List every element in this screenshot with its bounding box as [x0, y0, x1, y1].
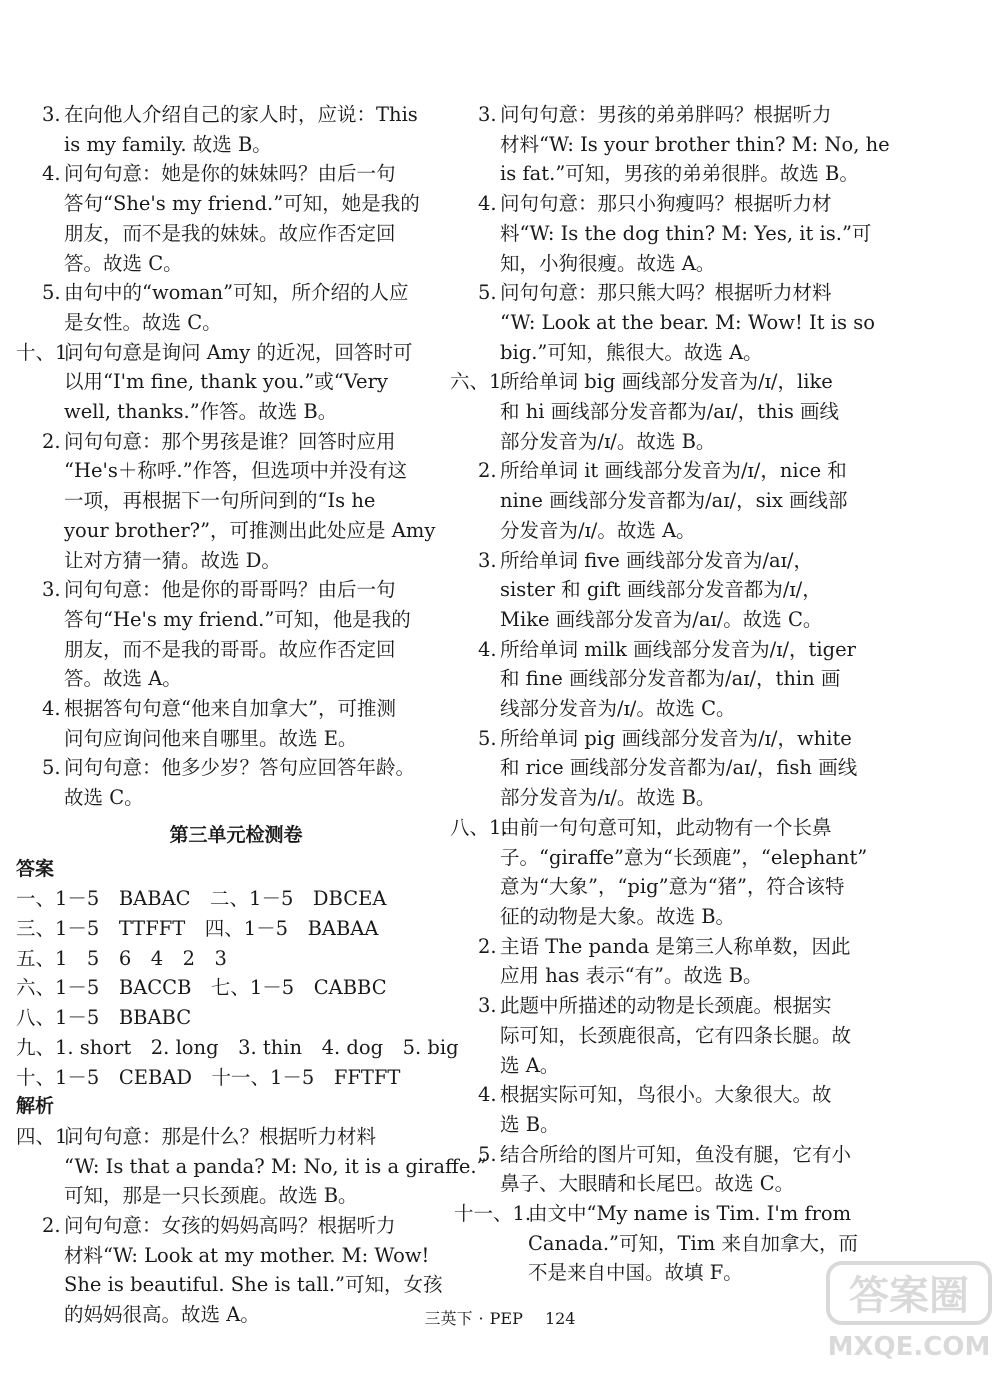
answer-item [450, 932, 860, 991]
item-label: 2. [478, 934, 497, 958]
answer-item [450, 991, 860, 1080]
item-line: 问句句意：那是什么？根据听力材料 [64, 1124, 377, 1148]
item-line: 问句句意：她是你的妹妹吗？由后一句 [64, 162, 396, 186]
item-line: 不是来自中国。故填 F。 [528, 1261, 743, 1285]
item-line: 朋友，而不是我的哥哥。故应作否定回 [64, 637, 396, 661]
answer-item [450, 635, 860, 724]
item-line: 主语 The panda 是第三人称单数，因此 [500, 934, 851, 958]
item-line: 鼻子、大眼睛和长尾巴。故选 C。 [500, 1172, 795, 1196]
item-label: 5. [42, 281, 61, 305]
footer-dot: · [478, 1309, 484, 1328]
item-line: “W: Look at the bear. M: Wow! It is so [500, 310, 875, 334]
item-line: “W: Is that a panda? M: No, it is a giraffe.” [64, 1154, 487, 1178]
left-bottom-items [16, 1122, 487, 1330]
answer-item [450, 278, 875, 367]
item-line: 朋友，而不是我的妹妹。故应作否定回 [64, 221, 396, 245]
item-line: your brother?”，可推测出此处应是 Amy [64, 518, 436, 542]
item-line: 问句句意：女孩的妈妈高吗？根据听力 [64, 1214, 396, 1238]
item-line: 子。“giraffe”意为“长颈鹿”，“elephant” [500, 845, 868, 869]
item-line: 一项，再根据下一句所问到的“Is he [64, 489, 376, 513]
item-line: 问句句意：他是你的哥哥吗？由后一句 [64, 578, 396, 602]
answer-item [450, 1140, 860, 1199]
answer-item [450, 546, 860, 635]
item-line: 问句句意是询问 Amy 的近况，回答时可 [64, 340, 413, 364]
item-line: 分发音为/ɪ/。故选 A。 [500, 518, 696, 542]
item-line: 料“W: Is the dog thin? M: Yes, it is.”可 [500, 221, 872, 245]
item-label: 4. [42, 697, 61, 721]
item-line: 的妈妈很高。故选 A。 [64, 1303, 260, 1327]
watermark-url: MXQE.COM [827, 1332, 991, 1362]
answer-row: 三、1－5 TTFFT 四、1－5 BABAA [16, 916, 379, 940]
item-line: 让对方猜一猜。故选 D。 [64, 548, 281, 572]
footer-edition: PEP [489, 1309, 523, 1328]
item-line: 和 fine 画线部分发音都为/aɪ/，thin 画 [500, 667, 841, 691]
answer-item [16, 100, 456, 159]
item-label: 六、1. [450, 370, 508, 394]
item-line: 故选 C。 [64, 786, 144, 810]
item-line: 所给单词 milk 画线部分发音为/ɪ/，tiger [500, 637, 856, 661]
item-line: big.”可知，熊很大。故选 A。 [500, 340, 763, 364]
item-line: is fat.”可知，男孩的弟弟很胖。故选 B。 [500, 162, 859, 186]
item-line: 问句句意：男孩的弟弟胖吗？根据听力 [500, 103, 832, 126]
page-number: 124 [544, 1309, 576, 1328]
item-line: 和 hi 画线部分发音都为/aɪ/，this 画线 [500, 400, 840, 424]
answer-key [16, 884, 459, 1092]
item-line: 在向他人介绍自己的家人时，应说：This [64, 103, 418, 126]
answer-item [450, 724, 860, 813]
item-line: 知，小狗很瘦。故选 A。 [500, 251, 716, 275]
item-label: 八、1. [450, 815, 508, 839]
section-title: 第三单元检测卷 [169, 823, 303, 846]
answer-item [450, 456, 860, 545]
item-line: 以用“I'm fine, thank you.”或“Very [64, 370, 388, 394]
answer-item [16, 694, 456, 753]
item-label: 4. [42, 162, 61, 186]
item-label: 2. [42, 429, 61, 453]
answer-item [16, 427, 456, 576]
item-line: 根据答句句意“他来自加拿大”，可推测 [64, 697, 396, 721]
item-label: 4. [478, 637, 497, 661]
item-line: 问句句意：那只小狗瘦吗？根据听力材 [500, 192, 832, 216]
answer-row: 八、1－5 BBABC [16, 1006, 192, 1030]
item-line: nine 画线部分发音都为/aɪ/，six 画线部 [500, 489, 848, 513]
answer-row: 十、1－5 CEBAD 十一、1－5 FFTFT [16, 1065, 401, 1089]
item-label: 5. [478, 1142, 497, 1166]
item-line: 答。故选 A。 [64, 667, 182, 691]
item-line: 结合所给的图片可知，鱼没有腿，它有小 [500, 1142, 852, 1166]
item-line: 意为“大象”，“pig”意为“猪”，符合该特 [500, 875, 845, 899]
answer-item [16, 1122, 487, 1211]
item-line: 由前一句句意可知，此动物有一个长鼻 [500, 815, 832, 839]
watermark-logo-text: 答案圈 [849, 1273, 969, 1319]
item-line: 答句“He's my friend.”可知，他是我的 [64, 607, 411, 631]
answer-row: 一、1－5 BABAC 二、1－5 DBCEA [16, 887, 387, 911]
answer-item [16, 338, 456, 427]
item-line: 可知，那是一只长颈鹿。故选 B。 [64, 1184, 358, 1208]
item-line: well, thanks.”作答。故选 B。 [64, 400, 338, 424]
item-line: 问句句意：他多少岁？答句应回答年龄。 [64, 756, 416, 780]
item-line: 部分发音为/ɪ/。故选 B。 [500, 429, 716, 453]
answer-row: 六、1－5 BACCB 七、1－5 CABBC [16, 976, 387, 1000]
answer-item [450, 1199, 860, 1288]
item-label: 3. [42, 103, 61, 126]
item-line: 应用 has 表示“有”。故选 B。 [500, 964, 763, 988]
answer-item [450, 100, 890, 189]
answer-row: 五、1 5 6 4 2 3 [16, 946, 227, 970]
item-line: 材料“W: Is your brother thin? M: No, he [500, 132, 890, 156]
item-line: 由文中“My name is Tim. I'm from [528, 1202, 852, 1226]
item-line: 征的动物是大象。故选 B。 [500, 904, 736, 928]
item-line: 所给单词 pig 画线部分发音为/ɪ/，white [500, 726, 852, 750]
answer-item [16, 159, 456, 278]
item-line: 际可知，长颈鹿很高，它有四条长腿。故 [500, 1023, 852, 1047]
item-label: 4. [478, 192, 497, 216]
item-line: She is beautiful. She is tall.”可知，女孩 [64, 1273, 443, 1297]
left-column [16, 100, 487, 1330]
item-line: “He's＋称呼.”作答，但选项中并没有这 [64, 459, 408, 483]
item-label: 3. [42, 578, 61, 602]
item-label: 3. [478, 548, 497, 572]
answers-heading: 答案 [16, 857, 55, 880]
item-line: 问句句意：那只熊大吗？根据听力材料 [500, 281, 832, 305]
right-items [450, 100, 890, 1288]
right-column [450, 100, 890, 1288]
item-line: 部分发音为/ɪ/。故选 B。 [500, 786, 716, 810]
answer-item [450, 189, 872, 278]
item-label: 十、1. [16, 340, 74, 364]
analysis-heading: 解析 [16, 1095, 55, 1118]
footer-book: 三英下 [424, 1309, 473, 1328]
item-label: 四、1. [16, 1124, 74, 1148]
item-line: sister 和 gift 画线部分发音都为/ɪ/， [500, 578, 822, 602]
answer-row: 九、1. short 2. long 3. thin 4. dog 5. big [16, 1035, 459, 1059]
answer-item [16, 575, 456, 694]
answer-item [450, 813, 868, 932]
item-line: 答。故选 C。 [64, 251, 183, 275]
item-line: 此题中所描述的动物是长颈鹿。根据实 [500, 994, 832, 1018]
item-line: is my family. 故选 B。 [64, 132, 272, 156]
item-line: 所给单词 it 画线部分发音为/ɪ/，nice 和 [500, 459, 847, 483]
item-label: 5. [42, 756, 61, 780]
item-label: 十一、1. [454, 1202, 532, 1226]
item-line: 是女性。故选 C。 [64, 310, 222, 334]
item-line: 线部分发音为/ɪ/。故选 C。 [500, 697, 736, 721]
item-label: 5. [478, 281, 497, 305]
item-line: 问句应询问他来自哪里。故选 E。 [64, 726, 358, 750]
item-line: 答句“She's my friend.”可知，她是我的 [64, 192, 420, 216]
watermark-logo [824, 1257, 994, 1367]
item-label: 3. [478, 994, 497, 1018]
item-line: 根据实际可知，鸟很小。大象很大。故 [500, 1083, 832, 1107]
answer-item [16, 753, 456, 812]
item-label: 4. [478, 1083, 497, 1107]
item-line: Canada.”可知，Tim 来自加拿大，而 [528, 1231, 858, 1255]
item-line: 问句句意：那个男孩是谁？回答时应用 [64, 429, 396, 453]
item-line: 所给单词 five 画线部分发音为/aɪ/， [500, 548, 813, 572]
item-line: 所给单词 big 画线部分发音为/ɪ/，like [500, 370, 833, 394]
item-line: Mike 画线部分发音为/aɪ/。故选 C。 [500, 607, 823, 631]
item-label: 2. [42, 1214, 61, 1238]
item-line: 选 A。 [500, 1053, 560, 1077]
answer-item [450, 1080, 860, 1139]
item-line: 材料“W: Look at my mother. M: Wow! [64, 1243, 430, 1267]
item-line: 和 rice 画线部分发音都为/aɪ/，fish 画线 [500, 756, 858, 780]
item-line: 选 B。 [500, 1112, 560, 1136]
item-label: 5. [478, 726, 497, 750]
item-label: 2. [478, 459, 497, 483]
answer-item [450, 367, 860, 456]
item-line: 由句中的“woman”可知，所介绍的人应 [64, 281, 409, 305]
item-label: 3. [478, 103, 497, 126]
answer-item [16, 278, 456, 337]
left-top-items [16, 100, 456, 813]
